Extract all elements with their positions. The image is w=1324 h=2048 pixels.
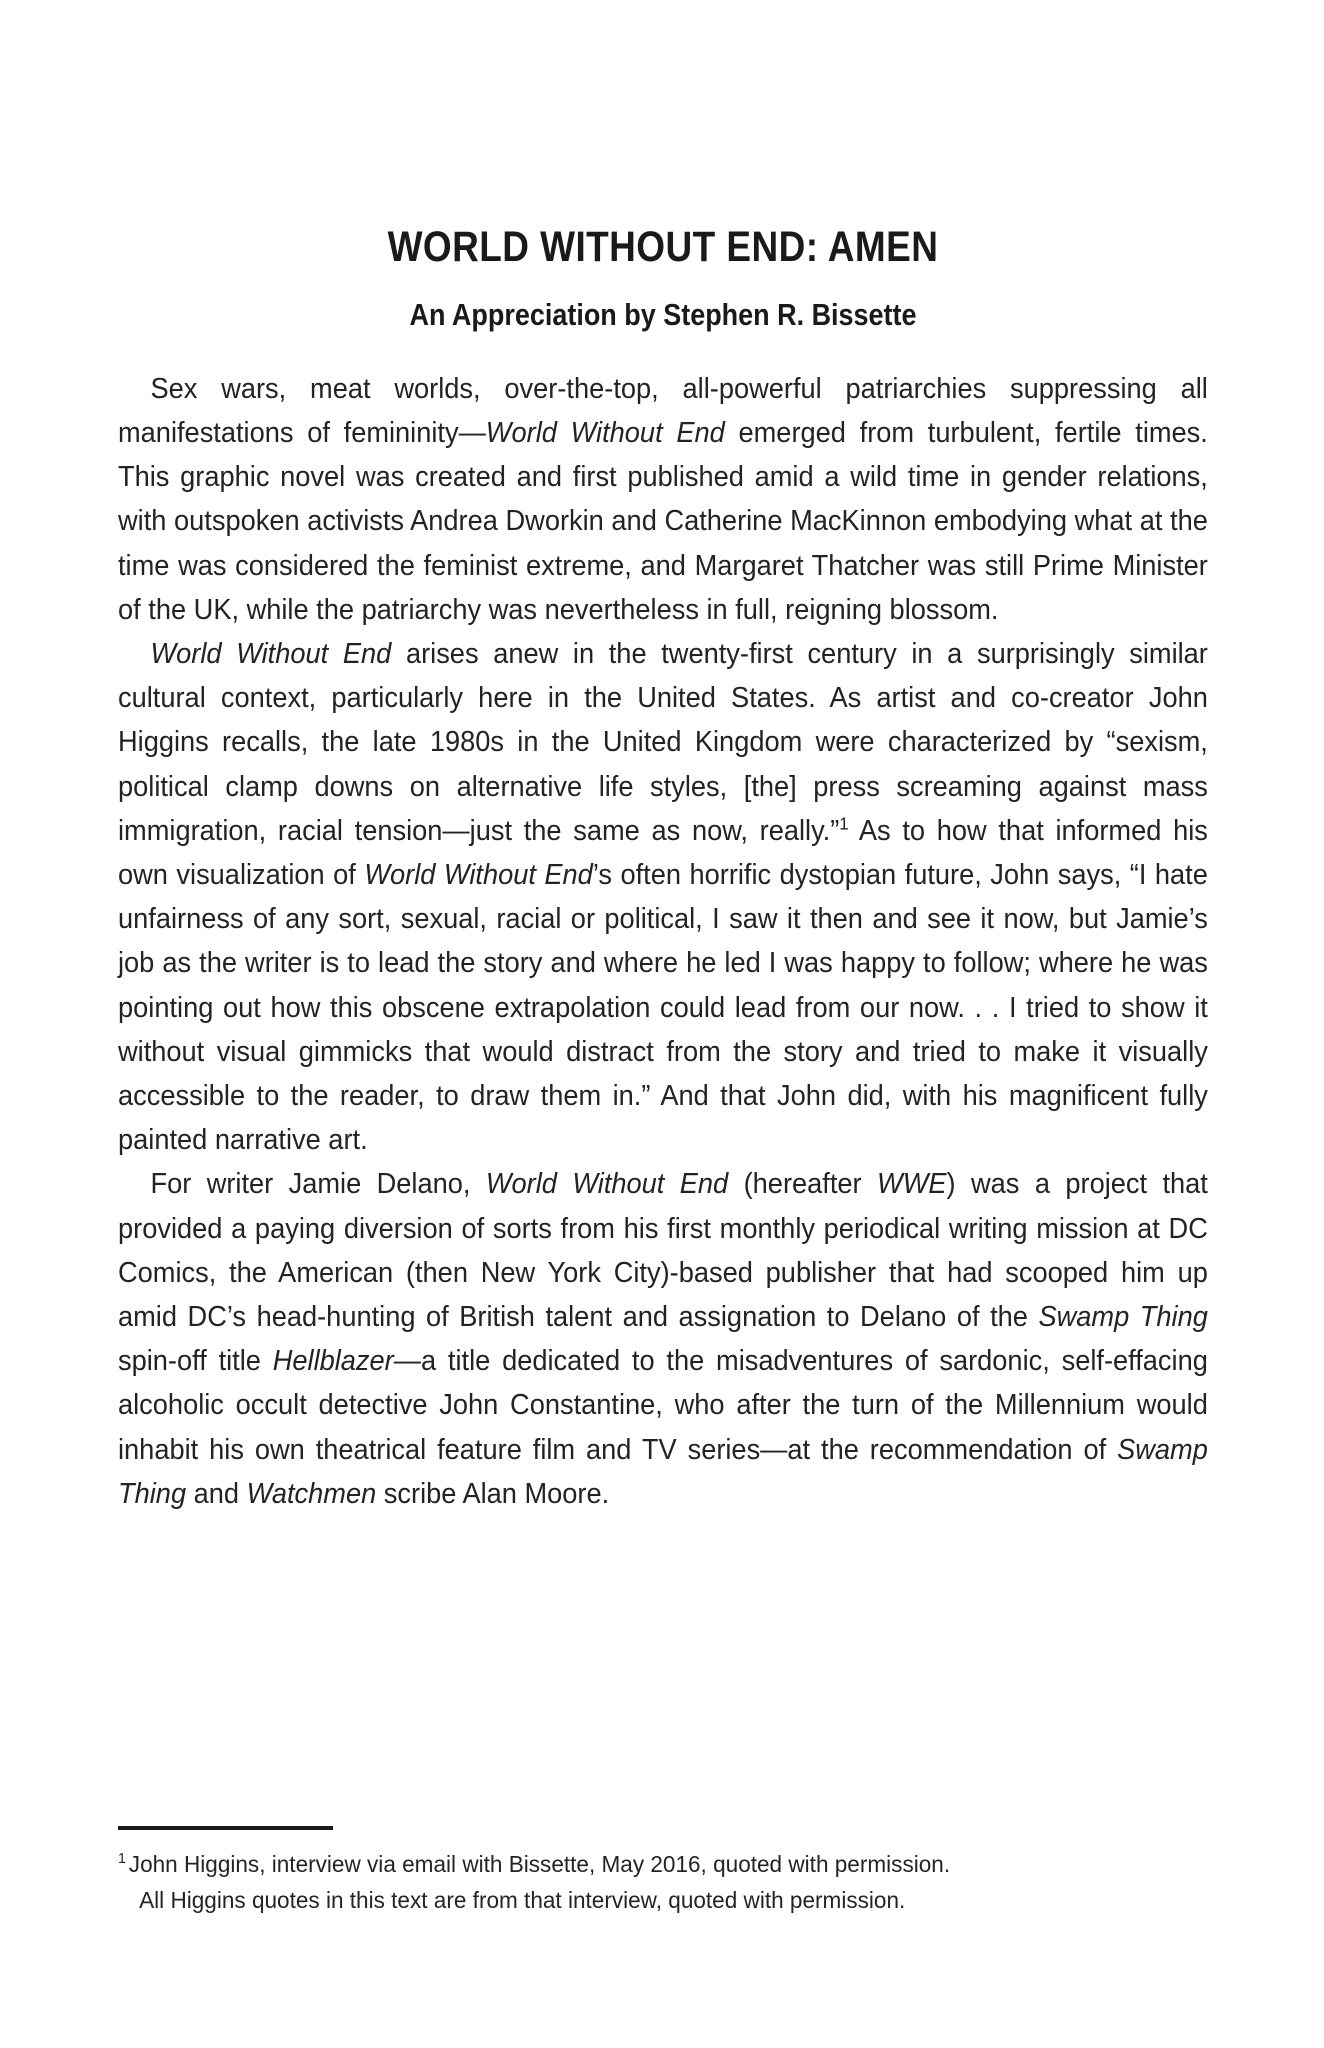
page-subtitle: An Appreciation by Stephen R. Bissette — [409, 297, 917, 333]
italic-title: World Without End — [364, 858, 593, 891]
italic-title: Hellblazer — [272, 1345, 394, 1378]
footnote-area — [118, 1826, 1208, 1918]
italic-title: Watchmen — [246, 1477, 377, 1510]
italic-abbrev: WWE — [877, 1168, 947, 1201]
italic-title: World Without End — [485, 1168, 729, 1201]
paragraph-1: Sex wars, meat worlds, over-the-top, all-powerful patriarchies suppressing all manifestations of femininity—World Without End emerged from turbulent, fertile times. This graphic novel was created and first published amid a wild time in gender relations, with outspoken activists Andrea Dworkin and Catherine MacKinnon embodying what at the time was considered the feminist extreme, and Margaret Thatcher was still Prime Minister of the UK, while the patriarchy was nevertheless in full, reigning blossom. — [118, 372, 1208, 626]
footnote-number: 1 — [118, 1851, 126, 1868]
text-column — [118, 0, 1208, 1516]
body-text — [118, 332, 1208, 1516]
page-title: WORLD WITHOUT END: AMEN — [387, 223, 939, 271]
paragraph-2: World Without End arises anew in the twenty-first century in a surprisingly similar cultural context, particularly here in the United States. As artist and co-creator John Higgins recalls, the late 1980s in the United Kingdom were characterized by “sexism, political clamp downs on alternative life styles, [the] press screaming against mass immigration, racial tension—just the same as now, really.”$^1$ As to how that informed his own visualization of World Without End’s often horrific dystopian future, John says, “I hate unfairness of any sort, sexual, racial or political, I saw it then and see it now, but Jamie’s job as the writer is to lead the story and where he led I was happy to follow; where he was pointing out how this obscene extrapolation could lead from our now. . . I tried to show it without visual gimmicks that would distract from the story and tried to make it visually accessible to the reader, to draw them in.” And that John did, with his magnificent fully painted narrative art. — [118, 637, 1208, 1157]
paragraph-3: For writer Jamie Delano, World Without End (hereafter WWE) was a project that provided a paying diversion of sorts from his first monthly periodical writing mission at DC Comics, the American (then New York City)-based publisher that had scooped him up amid DC’s head-hunting of British talent and assignation to Delano of the Swamp Thing spin-off title Hellblazer—a title dedicated to the misadventures of sardonic, self-effacing alcoholic occult detective John Constantine, who after the turn of the Millennium would inhabit his own theatrical feature film and TV series—at the recommendation of Swamp Thing and Watchmen scribe Alan Moore. — [118, 1168, 1208, 1510]
footnote-separator-rule — [118, 1826, 333, 1830]
italic-title: World Without End — [150, 637, 392, 670]
footnote-item-2 — [118, 1882, 1227, 1918]
footnote-text: All Higgins quotes in this text are from that interview, quoted with permission. — [139, 1887, 906, 1913]
footnote-text: John Higgins, interview via email with Bissette, May 2016, quoted with permission. — [128, 1851, 951, 1877]
italic-title: World Without End — [485, 416, 725, 449]
italic-title: Swamp Thing — [118, 1433, 1208, 1510]
italic-title: Swamp Thing — [1038, 1300, 1208, 1333]
footnote-reference-1[interactable]: 1 — [839, 813, 849, 834]
footnote-item-1 — [118, 1846, 1206, 1882]
